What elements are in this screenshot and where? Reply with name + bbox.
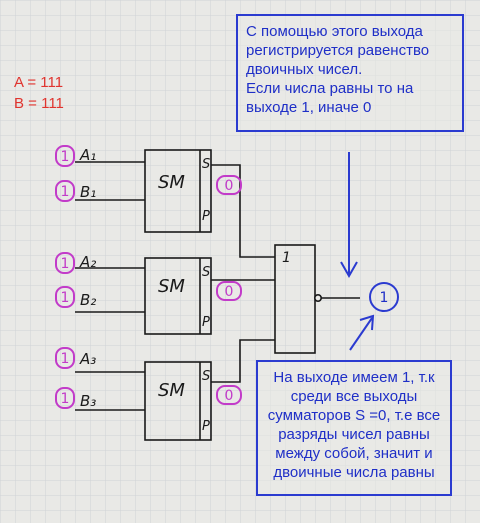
note-bottom-line: сумматоров S =0, т.е все: [267, 407, 441, 424]
adder-3-s-pin: S: [202, 369, 211, 384]
adder-1-s-pin: S: [202, 157, 211, 172]
note-top: [236, 14, 464, 132]
adder-3-s-value: 0: [224, 388, 234, 404]
output-value: 1: [379, 290, 389, 306]
adder-2-a-label: A₂: [80, 253, 97, 271]
note-top-line: двоичных чисел.: [246, 61, 363, 78]
adder-1-s-value: 0: [224, 178, 234, 194]
adder-2-s-pin: S: [202, 265, 211, 280]
adder-3-a-label: A₃: [80, 350, 97, 368]
note-bottom-line: разряды чисел равны: [278, 426, 430, 443]
adder-3-label: SM: [158, 380, 185, 401]
note-bottom-line: между собой, значит и: [275, 445, 433, 462]
value-a: A = 111: [14, 74, 64, 91]
note-top-line: выходе 1, иначе 0: [246, 99, 372, 116]
nor-gate-label: 1: [282, 250, 291, 266]
adder-1-b-label: B₁: [80, 183, 97, 201]
adder-3-a-bit: 1: [60, 351, 70, 367]
adder-1-a-bit: 1: [60, 149, 70, 165]
note-bottom-line: На выходе имеем 1, т.к: [273, 369, 435, 386]
adder-3-p-pin: P: [202, 419, 210, 434]
adder-3-b-bit: 1: [60, 391, 70, 407]
note-top-line: С помощью этого выхода: [246, 23, 423, 40]
adder-2-label: SM: [158, 276, 185, 297]
note-top-line: регистрируется равенство: [246, 42, 430, 59]
adder-2-b-bit: 1: [60, 290, 70, 306]
adder-2-a-bit: 1: [60, 256, 70, 272]
note-bottom-line: двоичные числа равны: [273, 464, 435, 481]
value-b: B = 111: [14, 95, 64, 112]
adder-1-p-pin: P: [202, 209, 210, 224]
adder-1-b-bit: 1: [60, 184, 70, 200]
adder-1-label: SM: [158, 172, 185, 193]
adder-1-a-label: A₁: [80, 146, 97, 164]
adder-2-p-pin: P: [202, 315, 210, 330]
adder-3-b-label: B₃: [80, 392, 97, 410]
inverter-bubble: [315, 295, 321, 301]
note-bottom: [256, 360, 452, 496]
note-top-line: Если числа равны то на: [246, 80, 414, 97]
adder-2-s-value: 0: [224, 284, 234, 300]
note-bottom-line: среди все выходы: [290, 388, 418, 405]
adder-2-b-label: B₂: [80, 291, 97, 309]
